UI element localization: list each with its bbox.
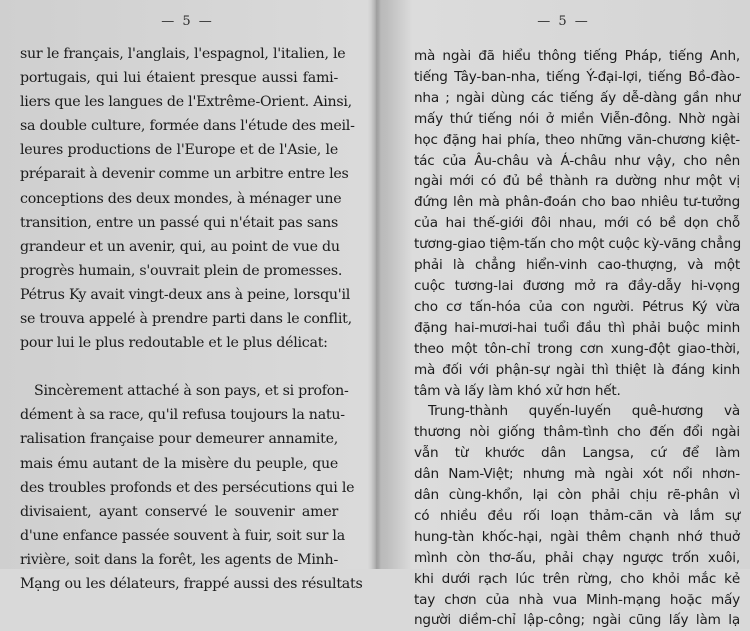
text-line: se trouva appelé à prendre parti dans le conflit, <box>20 311 352 328</box>
text-line: đặng hai-mươi-hai tuổi đầu thì phải buộc minh <box>414 319 740 336</box>
left-page <box>0 0 375 592</box>
text-line: conceptions des deux mondes, à ménager une <box>20 190 342 207</box>
left-paragraph <box>20 379 363 596</box>
left-page-number: — 5 — <box>161 14 214 29</box>
text-line: Mạng ou les délateurs, frappé aussi des résultats <box>20 575 363 592</box>
right-paragraph <box>414 401 740 631</box>
text-line: tâm và lấy làm khó xử hơn hết. <box>414 382 621 399</box>
text-line: theo một tôn-chỉ trong cơn xung-đột giao-thời, <box>414 340 740 357</box>
text-line: ralisation française pour demeurer annamite, <box>20 431 338 448</box>
text-line: cuộc tương-lai đương mở ra đầy-dẫy hi-vọng <box>414 277 740 294</box>
text-line: cho cơ tấn-hóa của con người. Pétrus Ký vừa <box>414 298 740 315</box>
text-line: rivière, soit dans la forêt, les agents de Minh- <box>20 551 338 568</box>
text-line: tiếng Tây-ban-nha, tiếng Ý-đại-lợi, tiếng Bồ-đào- <box>414 68 740 85</box>
right-page-number: — 5 — <box>537 14 590 29</box>
text-line: portugais, qui lui étaient presque aussi fami- <box>20 70 338 87</box>
text-line: mà đối với phận-sự ngài thì thiệt là đáng kinh <box>414 361 740 378</box>
text-line: tác của Âu-châu và Á-châu như vậy, cho nên <box>414 152 740 169</box>
text-line: ngài mới có đủ bề thành ra dường như một vị <box>414 173 740 190</box>
text-line: mình còn thơ-ấu, phải chạy ngược trốn xuôi, <box>414 549 740 566</box>
left-text-block <box>20 42 363 596</box>
text-line: Pétrus Ky avait vingt-deux ans à peine, lorsqu'il <box>20 286 351 303</box>
text-line: học đặng hai phía, theo những văn-chương kiệt- <box>414 131 740 148</box>
text-line: des troubles profonds et des persécutions qui le <box>20 479 355 496</box>
text-line: sur le français, l'anglais, l'espagnol, l'italien, le <box>20 46 346 62</box>
text-line: thương nòi giống thâm-tình cho đến đổi ngài <box>414 424 740 441</box>
text-line: vẫn từ khước dân Langsa, cứ để làm <box>414 445 740 462</box>
text-line: của hai thế-giới đôi nhau, mới có bề dọn chỗ <box>414 215 740 232</box>
text-line: khi dưới rạch lúc trên rừng, cho khỏi mắc kẻ <box>414 570 740 587</box>
text-line: dément à sa race, qu'il refusa toujours la natu- <box>20 407 345 424</box>
text-line: grandeur et un avenir, qui, au point de vue du <box>20 238 340 255</box>
text-line: nha ; ngài dùng các tiếng ấy dễ-dàng gần như <box>414 89 740 106</box>
text-line: Sincèrement attaché à son pays, et si profon- <box>34 383 349 400</box>
text-line: transition, entre un passé qui n'était pas sans <box>20 214 338 231</box>
text-line: pour lui le plus redoutable et le plus délicat: <box>20 335 328 352</box>
text-line: progrès humain, s'ouvrait plein de promesses. <box>20 262 343 279</box>
text-line: tay chơn của nhà vua Minh-mạng hoặc mấy <box>414 591 740 608</box>
right-text-block <box>414 46 740 631</box>
text-line: dân cùng-khổn, lại còn phải chịu rẽ-phân vì <box>414 487 740 504</box>
text-line: mais ému autant de la misère du peuple, que <box>20 455 338 472</box>
text-line: Trung-thành quyến-luyến quê-hương và <box>428 403 740 420</box>
text-line: divisaient, ayant conservé le souvenir amer <box>20 503 338 520</box>
text-line: liers que les langues de l'Extrême-Orient. Ainsi, <box>20 94 352 111</box>
text-line: hung-tàn khốc-hại, ngài thêm chạnh nhớ thuở <box>414 528 740 545</box>
text-line: người diềm-chỉ lập-công; ngài cũng lấy làm lạ <box>414 612 740 629</box>
text-line: préparait à devenir comme un arbitre entre les <box>20 166 349 183</box>
right-paragraph <box>414 46 740 401</box>
paragraph-gap <box>20 355 338 379</box>
text-line: có nhiều đều rối loạn thảm-căn và lắm sự <box>414 507 740 524</box>
text-line: dân Nam-Việt; nhưng mà ngài xót nổi nhơn- <box>414 466 740 483</box>
text-line: leures productions de l'Europe et de l'Asie, le <box>20 142 338 159</box>
text-line: mấy thứ tiếng nói ở miền Viễn-đông. Nhờ ngài <box>414 110 740 127</box>
text-line: tương-giao tiệm-tấn cho một cuộc kỳ-vãng chẳng <box>414 236 741 253</box>
text-line: đứng lên mà phân-đoán cho bao nhiêu tư-tưởng <box>414 194 740 211</box>
text-line: d'une enfance passée souvent à fuir, soit sur la <box>20 527 345 544</box>
right-page <box>377 0 750 629</box>
left-paragraph <box>20 42 355 355</box>
text-line: sa double culture, formée dans l'étude des meil- <box>20 118 355 135</box>
text-line: mà ngài đã hiểu thông tiếng Pháp, tiếng Anh, <box>414 48 740 64</box>
text-line: phải là chẳng hiển-vinh cao-thượng, và một <box>414 257 740 274</box>
